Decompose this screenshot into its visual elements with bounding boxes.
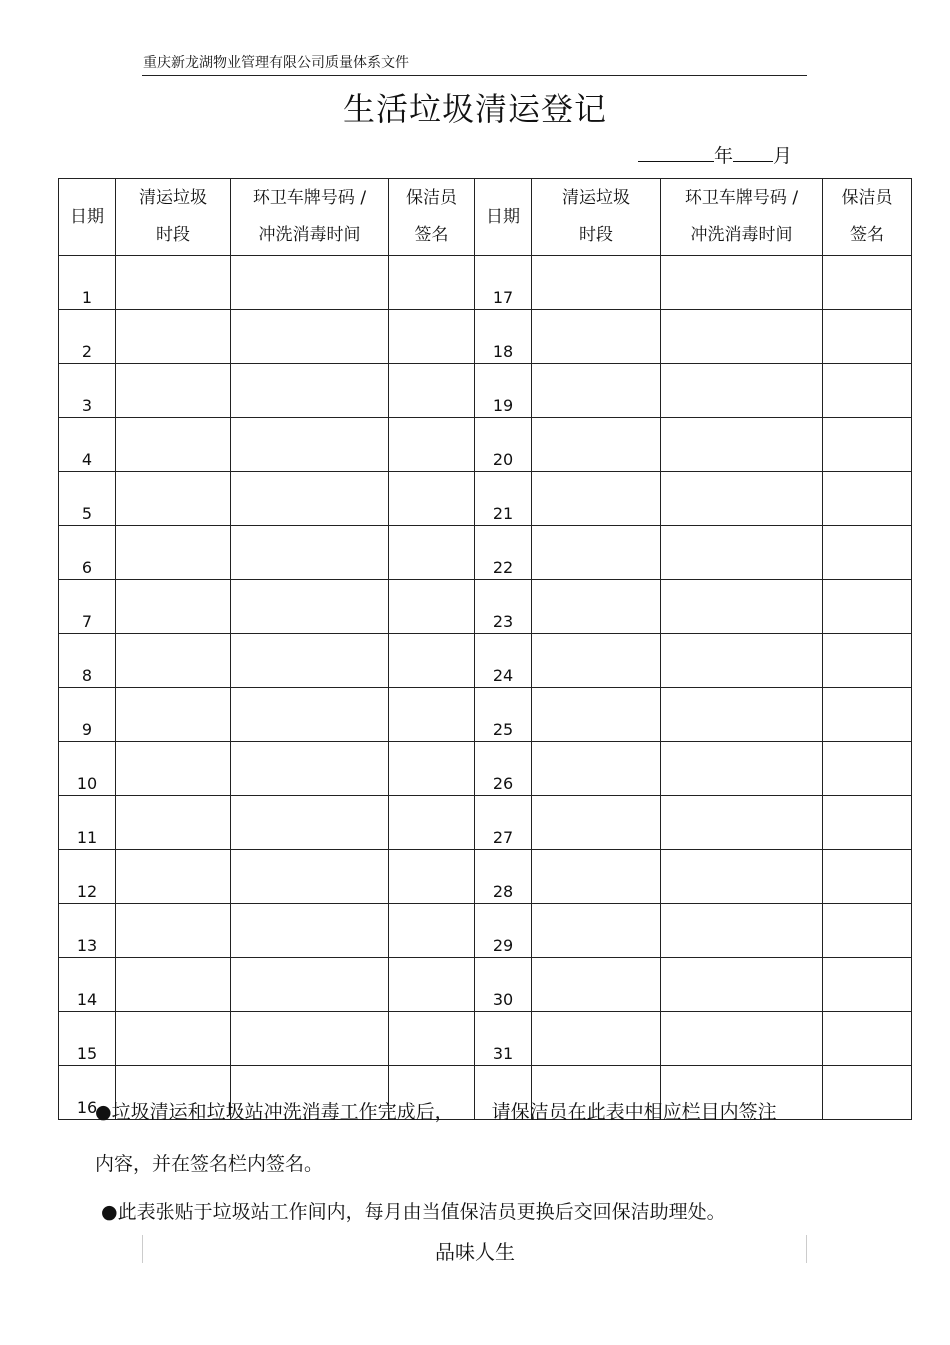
entry-cell[interactable] [661, 958, 823, 1012]
entry-cell[interactable] [231, 310, 389, 364]
entry-cell[interactable] [389, 742, 475, 796]
entry-cell[interactable] [231, 742, 389, 796]
table-row [59, 310, 912, 364]
table-row [59, 580, 912, 634]
day-number-cell: 16 [59, 1066, 116, 1120]
day-number-cell: 19 [475, 364, 532, 418]
entry-cell[interactable] [389, 958, 475, 1012]
column-header-line-1: 清运垃圾 [562, 188, 630, 208]
day-number-cell: 6 [59, 526, 116, 580]
entry-cell[interactable] [231, 796, 389, 850]
entry-cell[interactable] [389, 850, 475, 904]
day-number-cell: 1 [59, 256, 116, 310]
entry-cell[interactable] [532, 472, 661, 526]
day-number-cell: 14 [59, 958, 116, 1012]
entry-cell[interactable] [532, 796, 661, 850]
entry-cell[interactable] [823, 1066, 912, 1120]
entry-cell[interactable] [661, 634, 823, 688]
table-row [59, 1012, 912, 1066]
entry-cell[interactable] [661, 796, 823, 850]
entry-cell[interactable] [532, 526, 661, 580]
entry-cell[interactable] [231, 904, 389, 958]
entry-cell[interactable] [823, 310, 912, 364]
day-number-cell: 9 [59, 688, 116, 742]
entry-cell[interactable] [389, 310, 475, 364]
column-header-line-1: 保洁员 [406, 188, 457, 208]
month-blank [733, 143, 773, 162]
entry-cell[interactable] [389, 418, 475, 472]
table-row [59, 904, 912, 958]
entry-cell[interactable] [532, 904, 661, 958]
entry-cell[interactable] [823, 256, 912, 310]
month-label: 月 [773, 145, 793, 167]
table-row [59, 526, 912, 580]
column-header-line-1: 日期 [70, 206, 104, 227]
note-1-continued: 内容，并在签名栏内签名。 [95, 1153, 324, 1175]
entry-cell[interactable] [532, 310, 661, 364]
entry-cell[interactable] [532, 958, 661, 1012]
entry-cell[interactable] [116, 904, 231, 958]
entry-cell[interactable] [823, 742, 912, 796]
entry-cell[interactable] [661, 850, 823, 904]
day-number-cell: 26 [475, 742, 532, 796]
entry-cell[interactable] [823, 850, 912, 904]
table-header-row [59, 179, 912, 256]
note-2: ●此表张贴于垃圾站工作间内，每月由当值保洁员更换后交回保洁助理处。 [101, 1201, 726, 1223]
table-body [59, 256, 912, 1120]
entry-cell[interactable] [231, 580, 389, 634]
entry-cell[interactable] [661, 688, 823, 742]
entry-cell[interactable] [116, 688, 231, 742]
day-number-cell: 5 [59, 472, 116, 526]
column-header [532, 179, 661, 256]
note-1-part-2: 请保洁员在此表中相应栏目内签注 [491, 1101, 777, 1123]
day-number-cell: 21 [475, 472, 532, 526]
entry-cell[interactable] [116, 634, 231, 688]
entry-cell[interactable] [532, 1012, 661, 1066]
year-month-line [638, 141, 792, 168]
day-number-cell: 23 [475, 580, 532, 634]
entry-cell[interactable] [231, 526, 389, 580]
day-number-cell: 12 [59, 850, 116, 904]
entry-cell[interactable] [532, 364, 661, 418]
column-header-line-1: 清运垃圾 [139, 188, 207, 208]
entry-cell[interactable] [532, 580, 661, 634]
column-header-line-1: 环卫车牌号码 / [684, 188, 799, 208]
column-header-line-2: 签名 [850, 225, 884, 245]
column-header-line-2: 时段 [156, 225, 190, 245]
table-row [59, 742, 912, 796]
entry-cell[interactable] [116, 742, 231, 796]
column-header-line-2: 签名 [414, 225, 449, 245]
day-number-cell: 29 [475, 904, 532, 958]
table-row [59, 688, 912, 742]
entry-cell[interactable] [661, 526, 823, 580]
day-number-cell: 4 [59, 418, 116, 472]
day-number-cell: 10 [59, 742, 116, 796]
column-header [823, 179, 912, 256]
garbage-log-table [58, 178, 912, 1120]
column-header [389, 179, 475, 256]
day-number-cell: 18 [475, 310, 532, 364]
entry-cell[interactable] [231, 688, 389, 742]
day-number-cell: 13 [59, 904, 116, 958]
day-number-cell: 31 [475, 1012, 532, 1066]
note-1-part-1: ●垃圾清运和垃圾站冲洗消毒工作完成后， [95, 1101, 454, 1123]
day-number-cell: 27 [475, 796, 532, 850]
day-number-cell: 11 [59, 796, 116, 850]
entry-cell[interactable] [661, 580, 823, 634]
entry-cell[interactable] [823, 418, 912, 472]
entry-cell[interactable] [389, 1012, 475, 1066]
entry-cell[interactable] [823, 958, 912, 1012]
entry-cell[interactable] [823, 526, 912, 580]
table-row [59, 418, 912, 472]
year-label: 年 [714, 145, 734, 167]
entry-cell[interactable] [231, 364, 389, 418]
entry-cell[interactable] [661, 256, 823, 310]
day-number-cell: 8 [59, 634, 116, 688]
table-row [59, 472, 912, 526]
entry-cell[interactable] [116, 1012, 231, 1066]
entry-cell[interactable] [661, 472, 823, 526]
entry-cell[interactable] [823, 796, 912, 850]
column-header-line-1: 日期 [486, 206, 520, 227]
entry-cell[interactable] [532, 418, 661, 472]
day-number-cell: 24 [475, 634, 532, 688]
table-row [59, 958, 912, 1012]
entry-cell[interactable] [532, 742, 661, 796]
table-row [59, 796, 912, 850]
page-title: 生活垃圾清运登记 [342, 90, 607, 128]
table-row [59, 634, 912, 688]
entry-cell[interactable] [116, 364, 231, 418]
entry-cell[interactable] [116, 526, 231, 580]
footer-slogan: 品味人生 [435, 1240, 515, 1264]
entry-cell[interactable] [389, 580, 475, 634]
day-number-cell: 3 [59, 364, 116, 418]
entry-cell[interactable] [661, 418, 823, 472]
column-header-line-1: 保洁员 [841, 188, 893, 208]
entry-cell[interactable] [389, 904, 475, 958]
entry-cell[interactable] [661, 904, 823, 958]
entry-cell[interactable] [389, 688, 475, 742]
entry-cell[interactable] [389, 472, 475, 526]
day-number-cell: 15 [59, 1012, 116, 1066]
table-row [59, 256, 912, 310]
day-number-cell: 25 [475, 688, 532, 742]
entry-cell[interactable] [231, 850, 389, 904]
day-number-cell: 30 [475, 958, 532, 1012]
table-row [59, 364, 912, 418]
entry-cell[interactable] [661, 364, 823, 418]
day-number-cell: 28 [475, 850, 532, 904]
entry-cell[interactable] [116, 310, 231, 364]
entry-cell[interactable] [116, 958, 231, 1012]
day-number-cell: 22 [475, 526, 532, 580]
day-number-cell: 7 [59, 580, 116, 634]
entry-cell[interactable] [532, 256, 661, 310]
year-blank [638, 143, 714, 162]
entry-cell[interactable] [116, 796, 231, 850]
entry-cell[interactable] [231, 418, 389, 472]
entry-cell[interactable] [823, 1012, 912, 1066]
entry-cell[interactable] [661, 310, 823, 364]
entry-cell[interactable] [661, 1012, 823, 1066]
entry-cell[interactable] [231, 958, 389, 1012]
day-number-cell: 2 [59, 310, 116, 364]
note-1 [95, 1097, 777, 1124]
column-header [231, 179, 389, 256]
entry-cell[interactable] [823, 688, 912, 742]
entry-cell[interactable] [231, 472, 389, 526]
entry-cell[interactable] [389, 256, 475, 310]
entry-cell[interactable] [823, 580, 912, 634]
entry-cell[interactable] [532, 634, 661, 688]
column-header-line-2: 冲洗消毒时间 [690, 225, 793, 245]
column-header [59, 179, 116, 256]
entry-cell[interactable] [231, 634, 389, 688]
column-header-line-1: 环卫车牌号码 / [252, 188, 367, 208]
entry-cell[interactable] [389, 634, 475, 688]
day-number-cell: 20 [475, 418, 532, 472]
column-header-line-2: 时段 [579, 225, 613, 245]
entry-cell[interactable] [823, 904, 912, 958]
header-divider [142, 75, 807, 76]
entry-cell[interactable] [389, 526, 475, 580]
column-header-line-2: 冲洗消毒时间 [258, 225, 361, 245]
day-number-cell: 17 [475, 256, 532, 310]
column-header [475, 179, 532, 256]
column-header [116, 179, 231, 256]
table-row [59, 850, 912, 904]
entry-cell[interactable] [116, 418, 231, 472]
entry-cell[interactable] [116, 256, 231, 310]
entry-cell[interactable] [389, 796, 475, 850]
entry-cell[interactable] [231, 256, 389, 310]
entry-cell[interactable] [231, 1012, 389, 1066]
entry-cell[interactable] [389, 364, 475, 418]
entry-cell[interactable] [116, 472, 231, 526]
entry-cell[interactable] [823, 472, 912, 526]
entry-cell[interactable] [823, 634, 912, 688]
entry-cell[interactable] [823, 364, 912, 418]
company-document-header: 重庆新龙湖物业管理有限公司质量体系文件 [143, 55, 409, 71]
entry-cell[interactable] [532, 850, 661, 904]
entry-cell[interactable] [532, 688, 661, 742]
entry-cell[interactable] [116, 580, 231, 634]
entry-cell[interactable] [116, 850, 231, 904]
column-header [661, 179, 823, 256]
entry-cell[interactable] [661, 742, 823, 796]
